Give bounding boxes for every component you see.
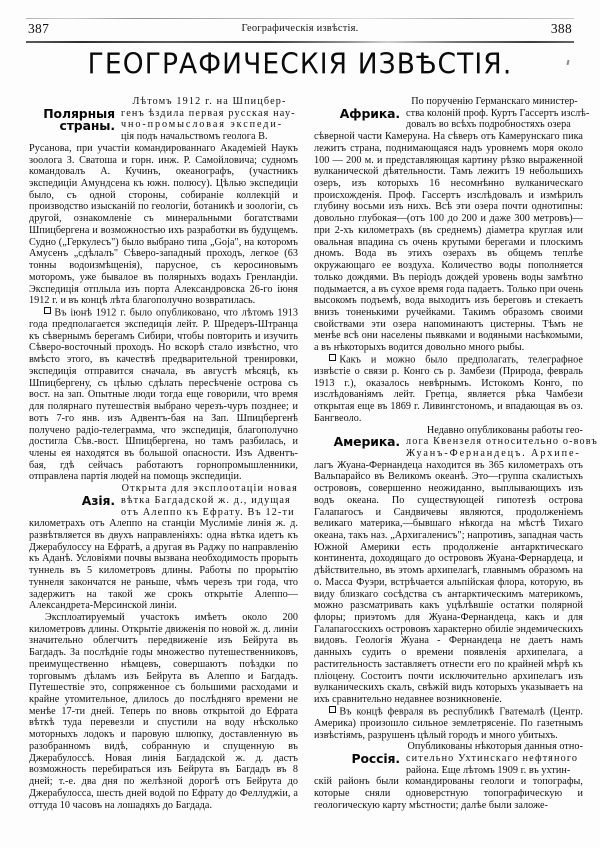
lead-line: ства колоній проф. Куртъ Гассертъ изслѣ- [406, 107, 590, 119]
square-bullet-icon [314, 354, 339, 366]
lead-line: сительно Ухтинскаго нефтяного [406, 753, 579, 765]
section-body-polar: Русанова, при участіи командированнаго Академіей Наукъ зоолога З. Сватоша и горн. инж. Р. Самойловича; судномъ командовалъ А. Кучинъ, океанографъ, (участникъ экспедиціи Амундсена къ южн. полюсу). Цѣлью экспедиціи было, съ одной стороны, собираніе коллекцій и производство изысканій по геологіи, ботаникѣ и зоологіи, съ другой, ознакомленіе съ минеральными богатствами Шпицбергена и возможностью ихъ разработки въ будущемъ. Судно („Геркулесъ") было выбрано типа „Goja", на которомъ Амусенъ „сдѣлалъ" Сѣверо-западный проходъ, легкое (63 тонны водоизмѣщенія), парусное, съ керосиновымъ моторомъ, уже бывалое въ полярныхъ водахъ Гренландіи. Экспедиція отплыла изъ порта Александровска 26-го іюня 1912 г. и въ концѣ лѣта благополучно возвратилась. [29, 142, 298, 307]
section-russia [314, 741, 583, 811]
folio-left: 387 [28, 21, 50, 36]
section-label-line-1: Полярныя [43, 105, 115, 121]
header-rule-bottom [26, 41, 574, 43]
square-bullet-icon [314, 706, 339, 718]
lead-line: довалъ во всѣхъ подробностяхъ озера [406, 119, 571, 131]
section-label-russia: Россія. [351, 751, 400, 766]
left-column [29, 96, 298, 840]
running-head-title: Географическія извѣстія. [241, 23, 359, 34]
lead-line: генъ ѣздила первая русская нау- [121, 107, 296, 119]
lead-line: района. Еще лѣтомъ 1909 г. въ ухтин- [406, 764, 571, 776]
section-label-asia: Азія. [81, 492, 115, 508]
lead-line: отъ Алеппо къ Ефрату. Въ 12-ти [121, 506, 295, 518]
section-america [314, 424, 598, 706]
two-column-body [29, 96, 598, 840]
note-item [314, 706, 583, 742]
note-text: Какъ и можно было предполагать, телеграфное извѣстіе о связи р. Конго съ р. Замбези (Природа, февраль 1913 г.), оказалось невѣрнымъ. Истокомъ Конго, по изслѣдованіямъ лейт. Гретца, является рѣка Чамбези открытая еще въ 1869 г. Ливингстономъ, и впадающая въ оз. Бангвеоло. [314, 354, 583, 424]
section-asia [29, 483, 298, 811]
section-body-asia: километрахъ отъ Алеппо на станціи Муслиміе линія ж. д. развѣтвляется въ двухъ направленіяхъ: одна вѣтка идетъ къ Джерабулоссу на Ефратѣ, а другая въ Раджу по направленію къ Аданѣ. Условіями почвы вызвана необходимость прорыть туннель въ 5 километровъ длины. Работы по прорытію туннеля закончатся не раньше, чѣмъ черезъ три года, что задержитъ на такой же срокъ открытіе Алеппо—Александрета-Мерсинской линіи. [29, 518, 298, 612]
note-text: Въ іюнѣ 1912 г. было опубликовано, что лѣтомъ 1913 года предполагается экспедиція лейт. Р. Шредеръ-Штранца къ сѣвернымъ берегамъ Сибири, чтобы повторить и изучить Сѣверо-восточный проходъ. Но вскорѣ стало извѣстно, что вмѣсто этого, въ качествѣ предварительной тренировки, экспедиція отправится сначала, въ августѣ мѣсяцѣ, къ Шпицбергену, съ цѣлью сдѣлать пересѣченіе острова съ вост. на зап. Опытные люди тогда еще говорили, что время для полярнаго путешествія выбрано черезъ-чуръ позднее; и вотъ 7-го янв. изъ Адвентъ-бая на Зап. Шпицбергенѣ получено радіо-телеграмма, что экспедиція, благополучно достигла Сѣв.-вост. Шпицбергена, но тамъ разбилась, и члены ея находятся въ большой опасности. Изъ Адвентъ-бая, гдѣ сейчасъ работаютъ горнопромышленники, отправлена партія людей на помощь экспедиціи. [29, 307, 298, 483]
section-body-russia: скій районъ были командированы геологи и топографы, которые сняли одноверстную топографическую и геологическую карту мѣстности; далѣе были заложе- [314, 776, 583, 811]
section-polar-countries [29, 96, 298, 307]
lead-line: Лѣтомъ 1912 г. на Шпицбер- [132, 96, 287, 107]
lead-line: Открыта для эксплоотаціи новая [121, 483, 298, 495]
right-column [314, 96, 598, 840]
lead-line: Недавно опубликованы работы гео- [426, 424, 583, 436]
note-item [29, 307, 298, 483]
lead-lines-polar [121, 96, 298, 143]
note-item [314, 354, 583, 425]
lead-line: вѣтка Багдадской ж. д., идущая [121, 494, 291, 506]
section-label-line-2: страны. [59, 118, 115, 134]
page-title: ГЕОГРАФИЧЕСКІЯ ИЗВѢСТІЯ. [87, 47, 513, 82]
lead-line: Жуанъ-Фернандецъ. Архипе- [406, 447, 581, 459]
lead-line: ція подъ начальствомъ геолога В. [121, 131, 268, 143]
header-rule-top [26, 18, 574, 19]
lead-lines-america [406, 424, 598, 460]
lead-lines-russia [406, 741, 583, 776]
lead-line: По порученію Германскаго министер- [411, 96, 578, 107]
section-body-asia-2: Эксплоатируемый участокъ имѣетъ около 200 километровъ длины. Открытіе движенія по новой ж. д. линіи значительно облегчитъ передвиженіе изъ Бейрута въ Багдадъ. За послѣдніе годы множество путешественниковъ, преимущественно нѣмцевъ, совершаютъ поѣздки по торговымъ дѣламъ изъ Бейрута въ Алеппо и Багдадъ. Путешествіе это, сопряженное съ большими расходами и крайне утомительное, длилось до послѣдняго времени не менѣе 17-ти дней. Теперь по вновь открытой до Ефрата вѣткѣ туда перевезли и спустили на воду нѣсколько моторныхъ лодокъ и паровую шлюпку, доставленную въ разобранномъ видѣ, собранную и спущенную въ Джерабулоссѣ. Новая линія Багдадской ж. д. дастъ возможность перебираться изъ Бейрута въ Багдадъ въ 8 дней; т.-е. два дня по желѣзной дорогѣ отъ Бейрута до Джерабулосса, шесть дней водой по Ефрату до Феллуджіи, а оттуда 10 часовъ на лошадяхъ до Багдада. [29, 612, 298, 811]
running-head [26, 18, 574, 42]
lead-line: чно-промысловая экспеди- [121, 119, 283, 131]
section-label-america: Америка. [333, 434, 400, 450]
section-label-africa: Африка. [339, 105, 400, 121]
lead-lines-asia [121, 483, 298, 518]
lead-line: лога Квензеля относительно о-вовъ [406, 436, 598, 448]
lead-line: Опубликованы нѣкоторыя данныя отно- [407, 741, 583, 753]
square-bullet-icon [29, 307, 54, 319]
section-label-polar [29, 96, 115, 133]
folio-right: 388 [550, 21, 572, 36]
section-body-america: лагъ Жуана-Фернандеца находится въ 365 километрахъ отъ Вальпарайсо въ Великомъ океанѣ. Это—группа скалистыхъ острововъ, совершенно неожиданно, выплывающихъ изъ водъ океана. По существующей гипотезѣ острова Галапагосъ и Сандвичевы являются, продолженіемъ великаго материка,—бывшаго нѣкогда на мѣстѣ Тихаго океана, такъ наз. „Архигаленисъ"; напротивъ, западная часть Южной Америки есть продолженіе антарктическаго континента, доходящаго до острововъ Жуана-Фернардеца, и дѣйствительно, въ этомъ архипелагѣ, главнымъ образомъ на о. Масса Фуэри, встрѣчается альпійская флора, которую, въ виду близкаго сосѣдства съ антарктическимъ материкомъ, можно разсматривать какъ уцѣлѣвшіе остатки полярной флоры; приэтомъ для Жуана-Фернандеца, какъ и для Галапагосскихъ острововъ характерно обиліе эндемическихъ видовъ. Геологія Жуана - Фернандеца не даетъ намъ данныхъ судить о времени появленія архипелага, а растительность заставляетъ отнести его по крайней мѣрѣ къ пліоцену. Состоитъ почти исключительно архипелагъ изъ вулканическихъ скалъ, свѣжій видъ которыхъ указываетъ на ихъ сравнительно недавнее возникновеніе. [314, 459, 583, 706]
section-body-africa: сѣверной части Камеруна. На сѣверъ отъ Камерунскаго пика лежитъ страна, поднимающаяся надъ уровнемъ моря около 100 — 200 м. и представляющая картину рѣзко выраженной вулканической дѣятельности. Тамъ лежитъ 19 небольшихъ озеръ, изъ которыхъ 16 несомнѣнно вулканическаго происхожденія. Проф. Гассертъ изслѣдовалъ и измѣрилъ глубину восьми изъ нихъ. Всѣ эти озера почти однотипны: довольно глубокая—(отъ 100 до 200 и даже 300 метровъ)—при 2-хъ километрахъ (въ среднемъ) діаметра круглая или овальная впадина съ очень крутыми берегами и плоскимъ дномъ. Вода въ этихъ озерахъ въ общемъ теплѣе окружающаго ее воздуха. Количество воды пополняется только дождями. Въ періодъ дождей уровень воды замѣтно подымается, а въ сухое время года падаетъ. Только при очень высокомъ подъемѣ, вода выходитъ изъ береговъ и стекаетъ внизъ тоненькими ручейками. Такимъ образомъ своими свойствами эти озера напоминаютъ цистерны. Тѣмъ не менѣе всѣ они населены пьявками и водяными насѣкомыми, а въ нѣкоторыхъ водится довольно много рыбы. [314, 131, 583, 354]
lead-lines-africa [406, 96, 590, 131]
note-text: Въ концѣ февраля въ республикѣ Гватемалѣ (Центр. Америка) произошло сильное землетрясеніе. По газетнымъ извѣстіямъ, разрушенъ цѣлый городъ и много убитыхъ. [314, 706, 583, 741]
section-africa [314, 96, 590, 354]
